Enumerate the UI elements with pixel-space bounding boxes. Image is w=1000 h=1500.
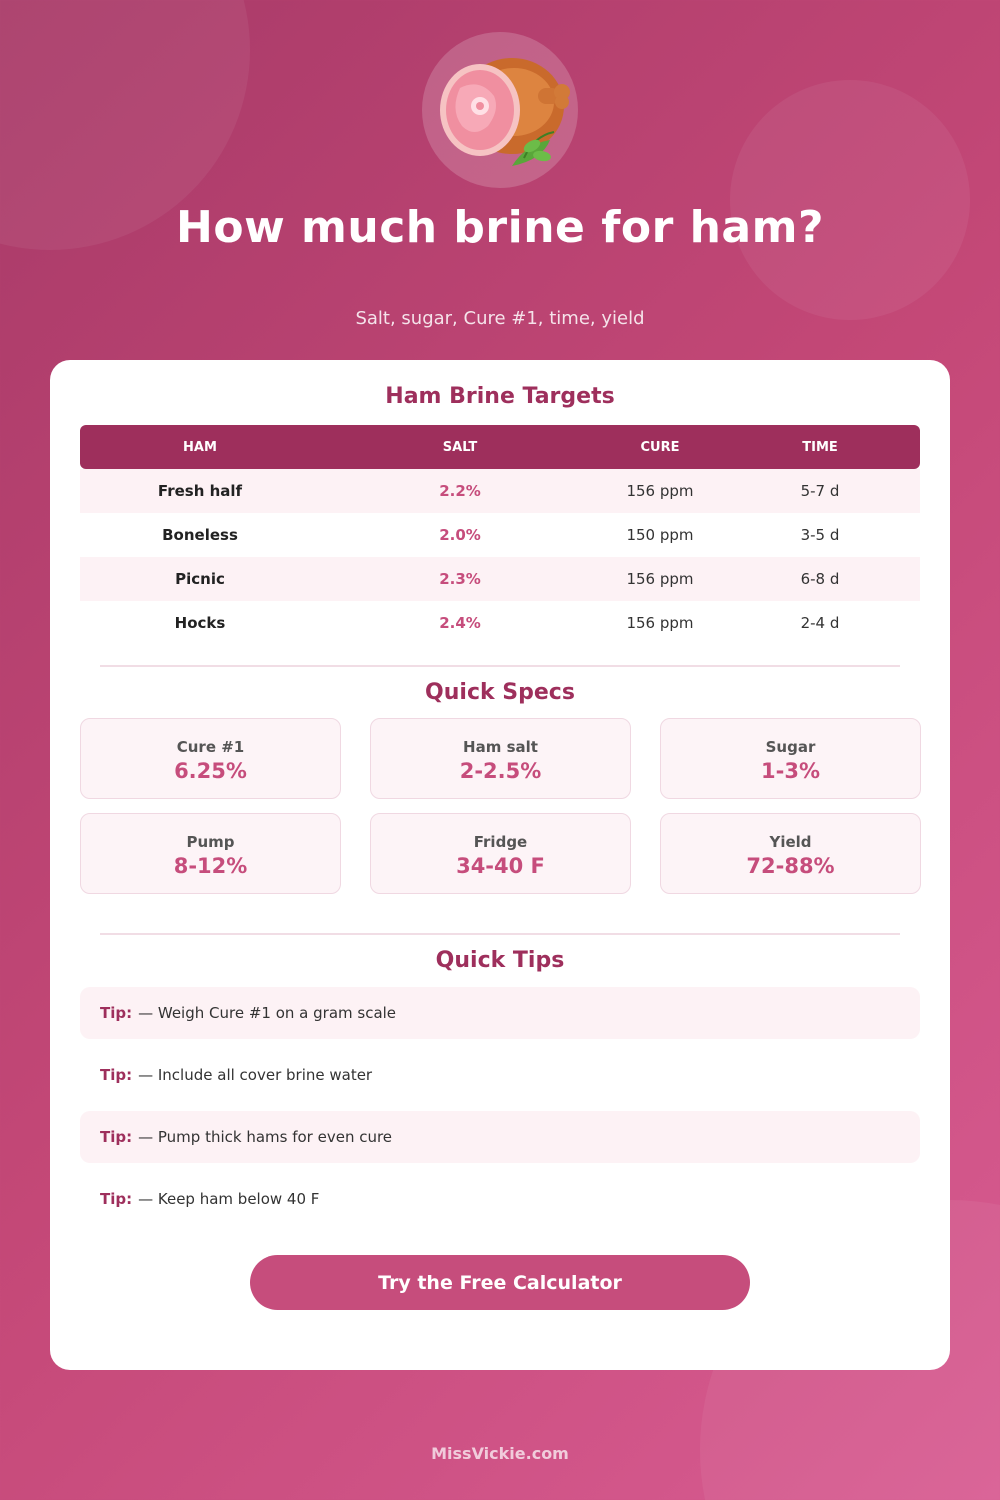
background-circle <box>730 80 970 320</box>
spec-label: Sugar <box>765 738 816 756</box>
table-row <box>80 513 920 557</box>
spec-value: 8-12% <box>173 854 248 878</box>
table-header <box>80 425 920 469</box>
tip-label: Tip: <box>100 1190 133 1208</box>
spec-card <box>80 718 341 799</box>
column-header-ham: HAM <box>183 439 217 455</box>
page-title: How much brine for ham? <box>176 202 824 253</box>
ham-icon <box>430 48 570 172</box>
column-header-cure: CURE <box>640 439 680 455</box>
spec-value: 72-88% <box>746 854 835 878</box>
time-cell: 5-7 d <box>800 482 840 500</box>
section-divider <box>100 665 900 667</box>
ham-cell: Hocks <box>174 614 226 632</box>
tip-item <box>80 1173 920 1225</box>
ham-cell: Picnic <box>175 570 225 588</box>
ham-cell: Boneless <box>162 526 238 544</box>
footer-brand: MissVickie.com <box>431 1444 569 1463</box>
spec-card <box>660 718 921 799</box>
salt-cell: 2.4% <box>439 614 481 632</box>
spec-value: 34-40 F <box>456 854 545 878</box>
tip-text: — Pump thick hams for even cure <box>138 1128 393 1146</box>
tip-label: Tip: <box>100 1004 133 1022</box>
spec-value: 2-2.5% <box>459 759 542 783</box>
tips-title: Quick Tips <box>435 948 565 973</box>
spec-label: Pump <box>186 833 235 851</box>
spec-value: 6.25% <box>174 759 247 783</box>
content-card <box>50 360 950 1370</box>
targets-table <box>80 425 920 645</box>
tip-text: — Keep ham below 40 F <box>138 1190 320 1208</box>
table-row <box>80 601 920 645</box>
column-header-time: TIME <box>802 439 838 455</box>
table-row <box>80 557 920 601</box>
tip-text: — Include all cover brine water <box>138 1066 373 1084</box>
time-cell: 2-4 d <box>800 614 840 632</box>
spec-card <box>80 813 341 894</box>
spec-label: Fridge <box>473 833 528 851</box>
tip-item <box>80 1111 920 1163</box>
salt-cell: 2.3% <box>439 570 481 588</box>
tip-item <box>80 1049 920 1101</box>
table-row <box>80 469 920 513</box>
tip-text: — Weigh Cure #1 on a gram scale <box>138 1004 397 1022</box>
spec-label: Cure #1 <box>176 738 245 756</box>
column-header-salt: SALT <box>442 439 478 455</box>
time-cell: 6-8 d <box>800 570 840 588</box>
page-subtitle: Salt, sugar, Cure #1, time, yield <box>355 308 645 329</box>
cure-cell: 156 ppm <box>626 482 694 500</box>
spec-card <box>370 813 631 894</box>
spec-label: Ham salt <box>463 738 538 756</box>
hero-icon-badge <box>422 32 578 188</box>
spec-label: Yield <box>769 833 812 851</box>
calculator-button[interactable]: Try the Free Calculator <box>250 1255 750 1310</box>
spec-card <box>660 813 921 894</box>
tip-label: Tip: <box>100 1066 133 1084</box>
salt-cell: 2.0% <box>439 526 481 544</box>
section-divider <box>100 933 900 935</box>
spec-value: 1-3% <box>761 759 820 783</box>
spec-card <box>370 718 631 799</box>
cure-cell: 150 ppm <box>626 526 694 544</box>
salt-cell: 2.2% <box>439 482 481 500</box>
targets-title: Ham Brine Targets <box>385 384 615 409</box>
cure-cell: 156 ppm <box>626 570 694 588</box>
tip-item <box>80 987 920 1039</box>
time-cell: 3-5 d <box>800 526 840 544</box>
specs-title: Quick Specs <box>425 680 575 705</box>
cure-cell: 156 ppm <box>626 614 694 632</box>
tip-label: Tip: <box>100 1128 133 1146</box>
ham-cell: Fresh half <box>157 482 243 500</box>
